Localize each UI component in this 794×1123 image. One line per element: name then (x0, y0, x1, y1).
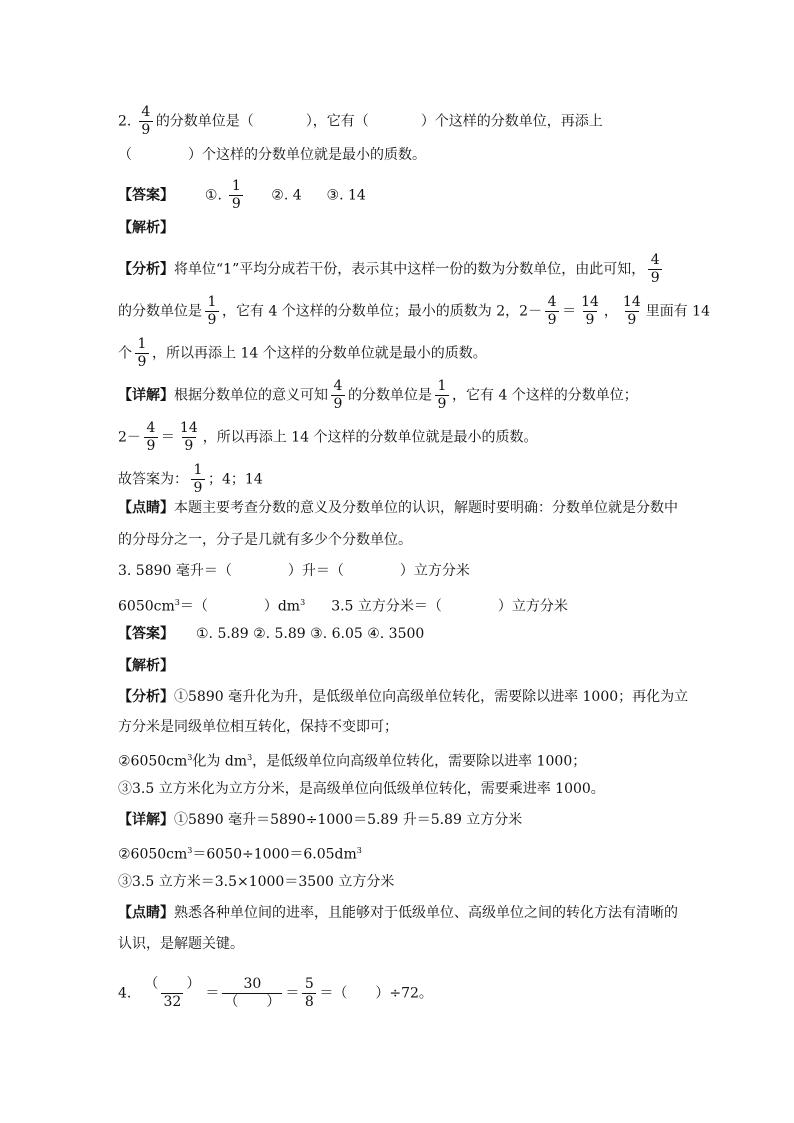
q3-jiexi-label: 【解析】 (118, 658, 174, 674)
fraction: $\frac{1}{9}$ (229, 178, 243, 213)
fraction: $\frac{14}{9}$ (179, 420, 198, 454)
fraction: $\frac{4}{9}$ (545, 294, 559, 329)
fraction: $\frac{4}{9}$ (648, 252, 662, 287)
q2-number: 2. (118, 113, 132, 130)
q2-fenxi-line2: 的分数单位是 $\frac{1}{9}$ ，它有 4 个这样的分数单位；最小的质数为 2，2－ $\frac{4}{9}$ ＝ $\frac{14}{9}$ ， $\frac{14}{9}$ 里面有 14 (118, 294, 710, 328)
fraction: $\frac{4}{9}$ (331, 378, 345, 413)
q3-fenxi-line4: ③3.5 立方米化为立方分米，是高级单位向低级单位转化，需要乘进率 1000。 (118, 781, 605, 797)
q3-fenxi-line3: $②6050cm^3$化为 $dm^3$，是低级单位向高级单位转化，需要除以进率 1000； (118, 753, 587, 770)
q2-line1: 2. $\frac{4}{9}$ 的分数单位是（ ），它有（ ）个这样的分数单位，再添上 (118, 104, 603, 138)
fraction: $\frac{30}{( )}$ (224, 976, 281, 1010)
answer-label: 【答案】 (118, 187, 174, 204)
q3-line1: 3. 5890 毫升＝（ ）升＝（ ）立方分米 (118, 563, 470, 579)
q2-fenxi-line3: 个 $\frac{1}{9}$ ，所以再添上 14 个这样的分数单位就是最小的质数。 (118, 336, 487, 370)
fraction: $\frac{4}{9}$ (144, 420, 158, 455)
q3-dianjing-line1: 【点睛】熟悉各种单位间的进率，且能够对于低级单位、高级单位之间的转化方法有清晰的 (118, 905, 678, 921)
fraction: $\frac{1}{9}$ (435, 378, 449, 413)
q3-dianjing-line2: 认识，是解题关键。 (118, 936, 244, 952)
fraction: $\frac{14}{9}$ (622, 294, 641, 328)
q2-xiangjie-line2: 2－ $\frac{4}{9}$ ＝ $\frac{14}{9}$ ，所以再添上 14 个这样的分数单位就是最小的质数。 (118, 420, 538, 454)
fraction: $\frac{1}{9}$ (191, 462, 205, 497)
q3-fenxi-line1: 【分析】①5890 毫升化为升，是低级单位向高级单位转化，需要除以进率 1000；再化为立 (118, 689, 689, 705)
fraction: $\frac{1}{9}$ (135, 336, 149, 371)
q2-line2: （ ）个这样的分数单位就是最小的质数。 (118, 147, 426, 163)
q3-xiangjie-line2: $②6050cm^3=6050\div 1000=6.05dm^3$ (118, 846, 362, 863)
q2-xiangjie-line1: 【详解】根据分数单位的意义可知 $\frac{4}{9}$ 的分数单位是 $\frac{1}{9}$ ，它有 4 个这样的分数单位； (118, 378, 638, 412)
q2-fenxi-line1: 【分析】将单位“1”平均分成若干份，表示其中这样一份的数为分数单位，由此可知， $\frac{4}{9}$ (118, 252, 665, 287)
q2-jiexi-label: 【解析】 (118, 220, 174, 236)
fraction: $\frac{4}{9}$ (139, 104, 153, 139)
q2-dianjing-line1: 【点睛】本题主要考查分数的意义及分数单位的认识，解题时要明确：分数单位就是分数中 (118, 500, 678, 516)
fraction: $\frac{( )}{32}$ (144, 976, 201, 1010)
q3-fenxi-line2: 方分米是同级单位相互转化，保持不变即可； (118, 719, 398, 735)
q3-line2: $6050cm^3=$（ ）$dm^3$ 3.5 立方分米＝（ ）立方分米 (118, 598, 568, 615)
q2-dianjing-line2: 的分母分之一，分子是几就有多少个分数单位。 (118, 532, 412, 548)
q2-final-answer: 故答案为： $\frac{1}{9}$ ；4；14 (118, 462, 263, 496)
fraction: $\frac{14}{9}$ (581, 294, 599, 328)
fraction: $\frac{1}{9}$ (205, 294, 219, 329)
q3-xiangjie-line1: 【详解】①5890 毫升＝5890÷1000＝5.89 升＝5.89 立方分米 (118, 812, 523, 828)
q2-answer: 【答案】 ①. $\frac{1}{9}$ ②. 4 ③. 14 (118, 178, 366, 212)
q3-answer: 【答案】 ①. 5.89 ②. 5.89 ③. 6.05 ④. 3500 (118, 626, 425, 642)
q3-xiangjie-line3: ③3.5 立方米＝3.5×1000＝3500 立方分米 (118, 874, 395, 890)
q4-line: 4. $\frac{( )}{32}$ ＝ $\frac{30}{( )}$ ＝ $\frac{5}{8}$ ＝（ ）÷72。 (118, 976, 433, 1010)
fraction: $\frac{5}{8}$ (302, 976, 316, 1011)
